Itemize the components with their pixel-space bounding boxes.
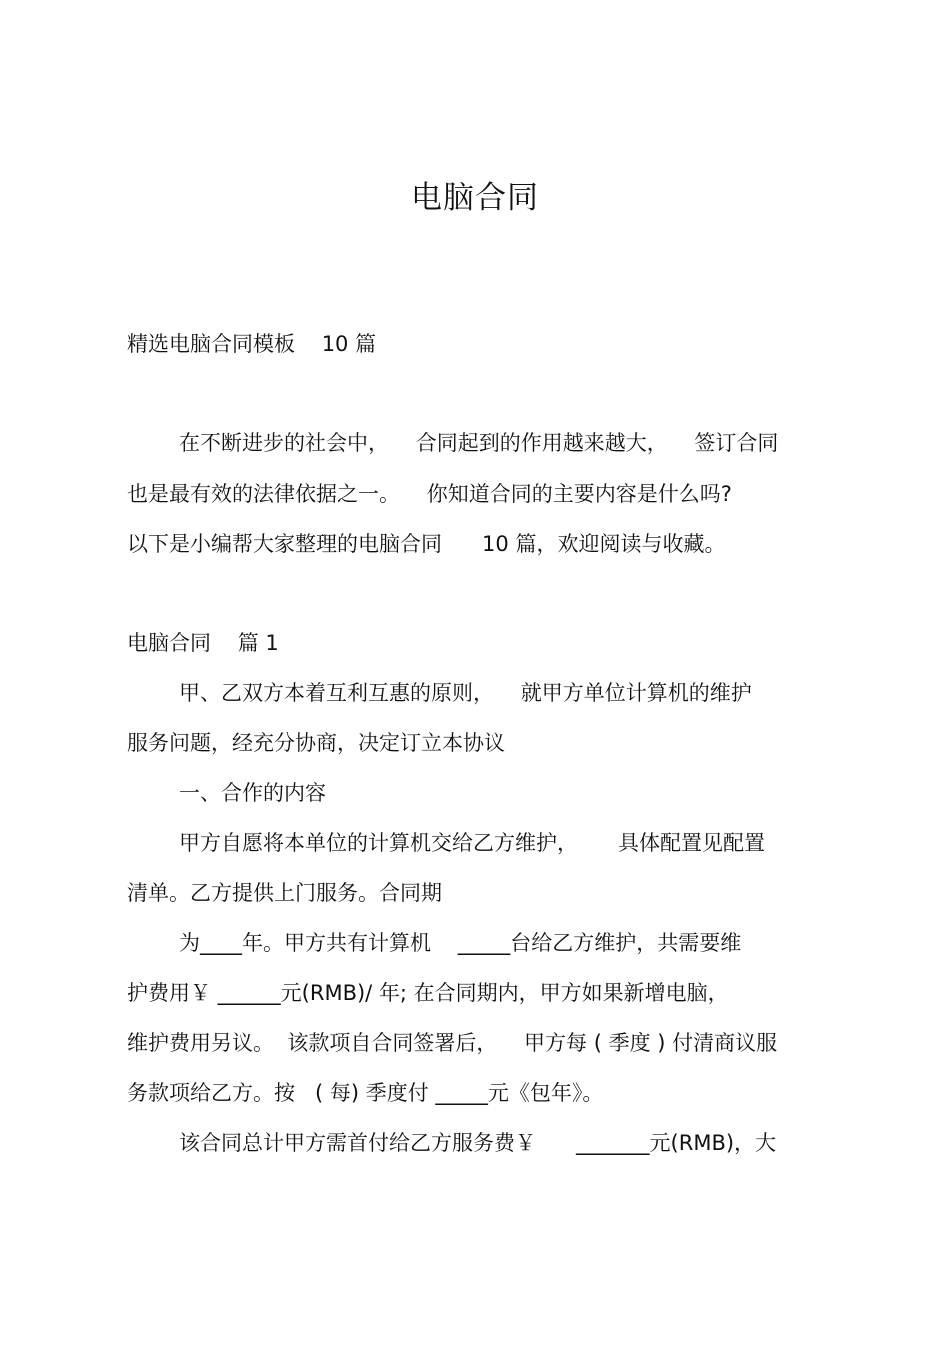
body-line-9: 务款项给乙方。按 ( 每) 季度付 _____元《包年》。 [127,1081,604,1105]
section-heading: 电脑合同 篇 1 [127,631,279,655]
subtitle: 精选电脑合同模板 10 篇 [127,332,377,356]
body-line-6: 为____年。甲方共有计算机 _____台给乙方维护，共需要维 [179,931,742,955]
body-line-4: 甲方自愿将本单位的计算机交给乙方维护， 具体配置见配置 [179,831,766,855]
intro-line-1: 在不断进步的社会中， 合同起到的作用越来越大， 签订合同 [179,431,779,455]
body-line-7: 护费用￥ ______元(RMB)/ 年; 在合同期内，甲方如果新增电脑， [127,981,729,1005]
body-line-2: 服务问题，经充分协商，决定订立本协议 [127,731,505,755]
body-line-5: 清单。乙方提供上门服务。合同期 [127,881,442,905]
body-line-1: 甲、乙双方本着互利互惠的原则， 就甲方单位计算机的维护 [179,681,752,705]
clause-heading: 一、合作的内容 [179,781,326,805]
body-line-8: 维护费用另议。 该款项自合同签署后， 甲方每 ( 季度 ) 付清商议服 [127,1031,778,1055]
body-line-10: 该合同总计甲方需首付给乙方服务费￥ _______元(RMB)，大 [179,1131,777,1155]
document-title: 电脑合同 [411,180,539,216]
intro-line-3: 以下是小编帮大家整理的电脑合同 10 篇，欢迎阅读与收藏。 [127,532,726,556]
intro-line-2: 也是最有效的法律依据之一。 你知道合同的主要内容是什么吗? [127,482,732,506]
